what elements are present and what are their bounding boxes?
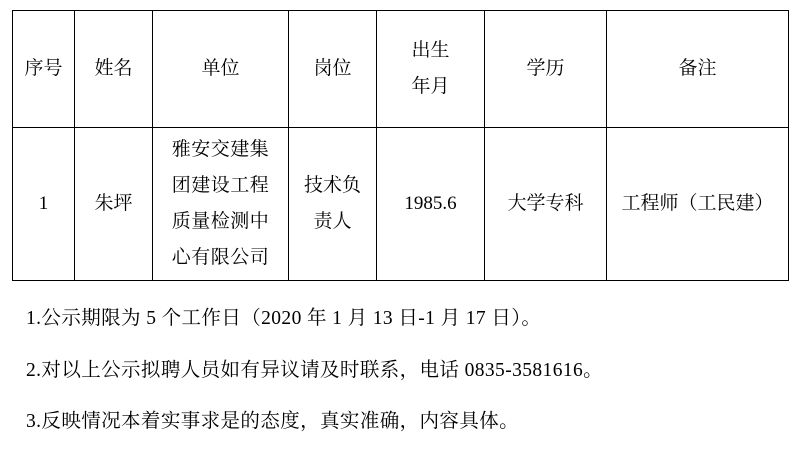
note-item-2: 2.对以上公示拟聘人员如有异议请及时联系，电话 0835-3581616。 xyxy=(26,359,604,381)
column-header-name-label: 姓名 xyxy=(94,58,133,80)
column-header-unit-label: 单位 xyxy=(201,58,240,80)
cell-remark: 工程师（工民建） xyxy=(607,128,789,281)
note-item-1: 1.公示期限为 5 个工作日（2020 年 1 月 13 日-1 月 17 日）。 xyxy=(26,308,542,330)
column-header-remark xyxy=(607,11,789,128)
column-header-birth xyxy=(377,11,485,128)
cell-unit-line2: 团建设工程 xyxy=(171,175,270,197)
cell-post-line2: 责人 xyxy=(313,211,352,233)
cell-education: 大学专科 xyxy=(485,128,607,281)
column-header-post xyxy=(289,11,377,128)
column-header-name xyxy=(75,11,153,128)
column-header-post-label: 岗位 xyxy=(313,58,352,80)
column-header-seq-label: 序号 xyxy=(24,58,63,80)
cell-unit xyxy=(153,128,289,281)
table-body xyxy=(13,128,789,281)
cell-seq: 1 xyxy=(13,128,75,281)
cell-post-line1: 技术负 xyxy=(303,175,361,197)
column-header-remark-label: 备注 xyxy=(678,58,717,80)
column-header-unit xyxy=(153,11,289,128)
column-header-education-label: 学历 xyxy=(526,58,565,80)
note-item-3: 3.反映情况本着实事求是的态度，真实准确，内容具体。 xyxy=(26,410,520,432)
cell-unit-line3: 质量检测中 xyxy=(171,211,270,233)
cell-name: 朱坪 xyxy=(75,128,153,281)
cell-post xyxy=(289,128,377,281)
table-header-row xyxy=(13,11,789,128)
table-header xyxy=(13,11,789,128)
cell-birth: 1985.6 xyxy=(377,128,485,281)
column-header-birth-line1: 出生 xyxy=(411,39,450,61)
column-header-seq xyxy=(13,11,75,128)
table-row xyxy=(13,128,789,281)
column-header-education xyxy=(485,11,607,128)
column-header-birth-line2: 年月 xyxy=(411,76,450,97)
notes-section xyxy=(12,303,788,437)
cell-unit-line4: 心有限公司 xyxy=(171,247,270,269)
cell-unit-line1: 雅安交建集 xyxy=(171,139,270,160)
candidate-table xyxy=(12,10,789,281)
